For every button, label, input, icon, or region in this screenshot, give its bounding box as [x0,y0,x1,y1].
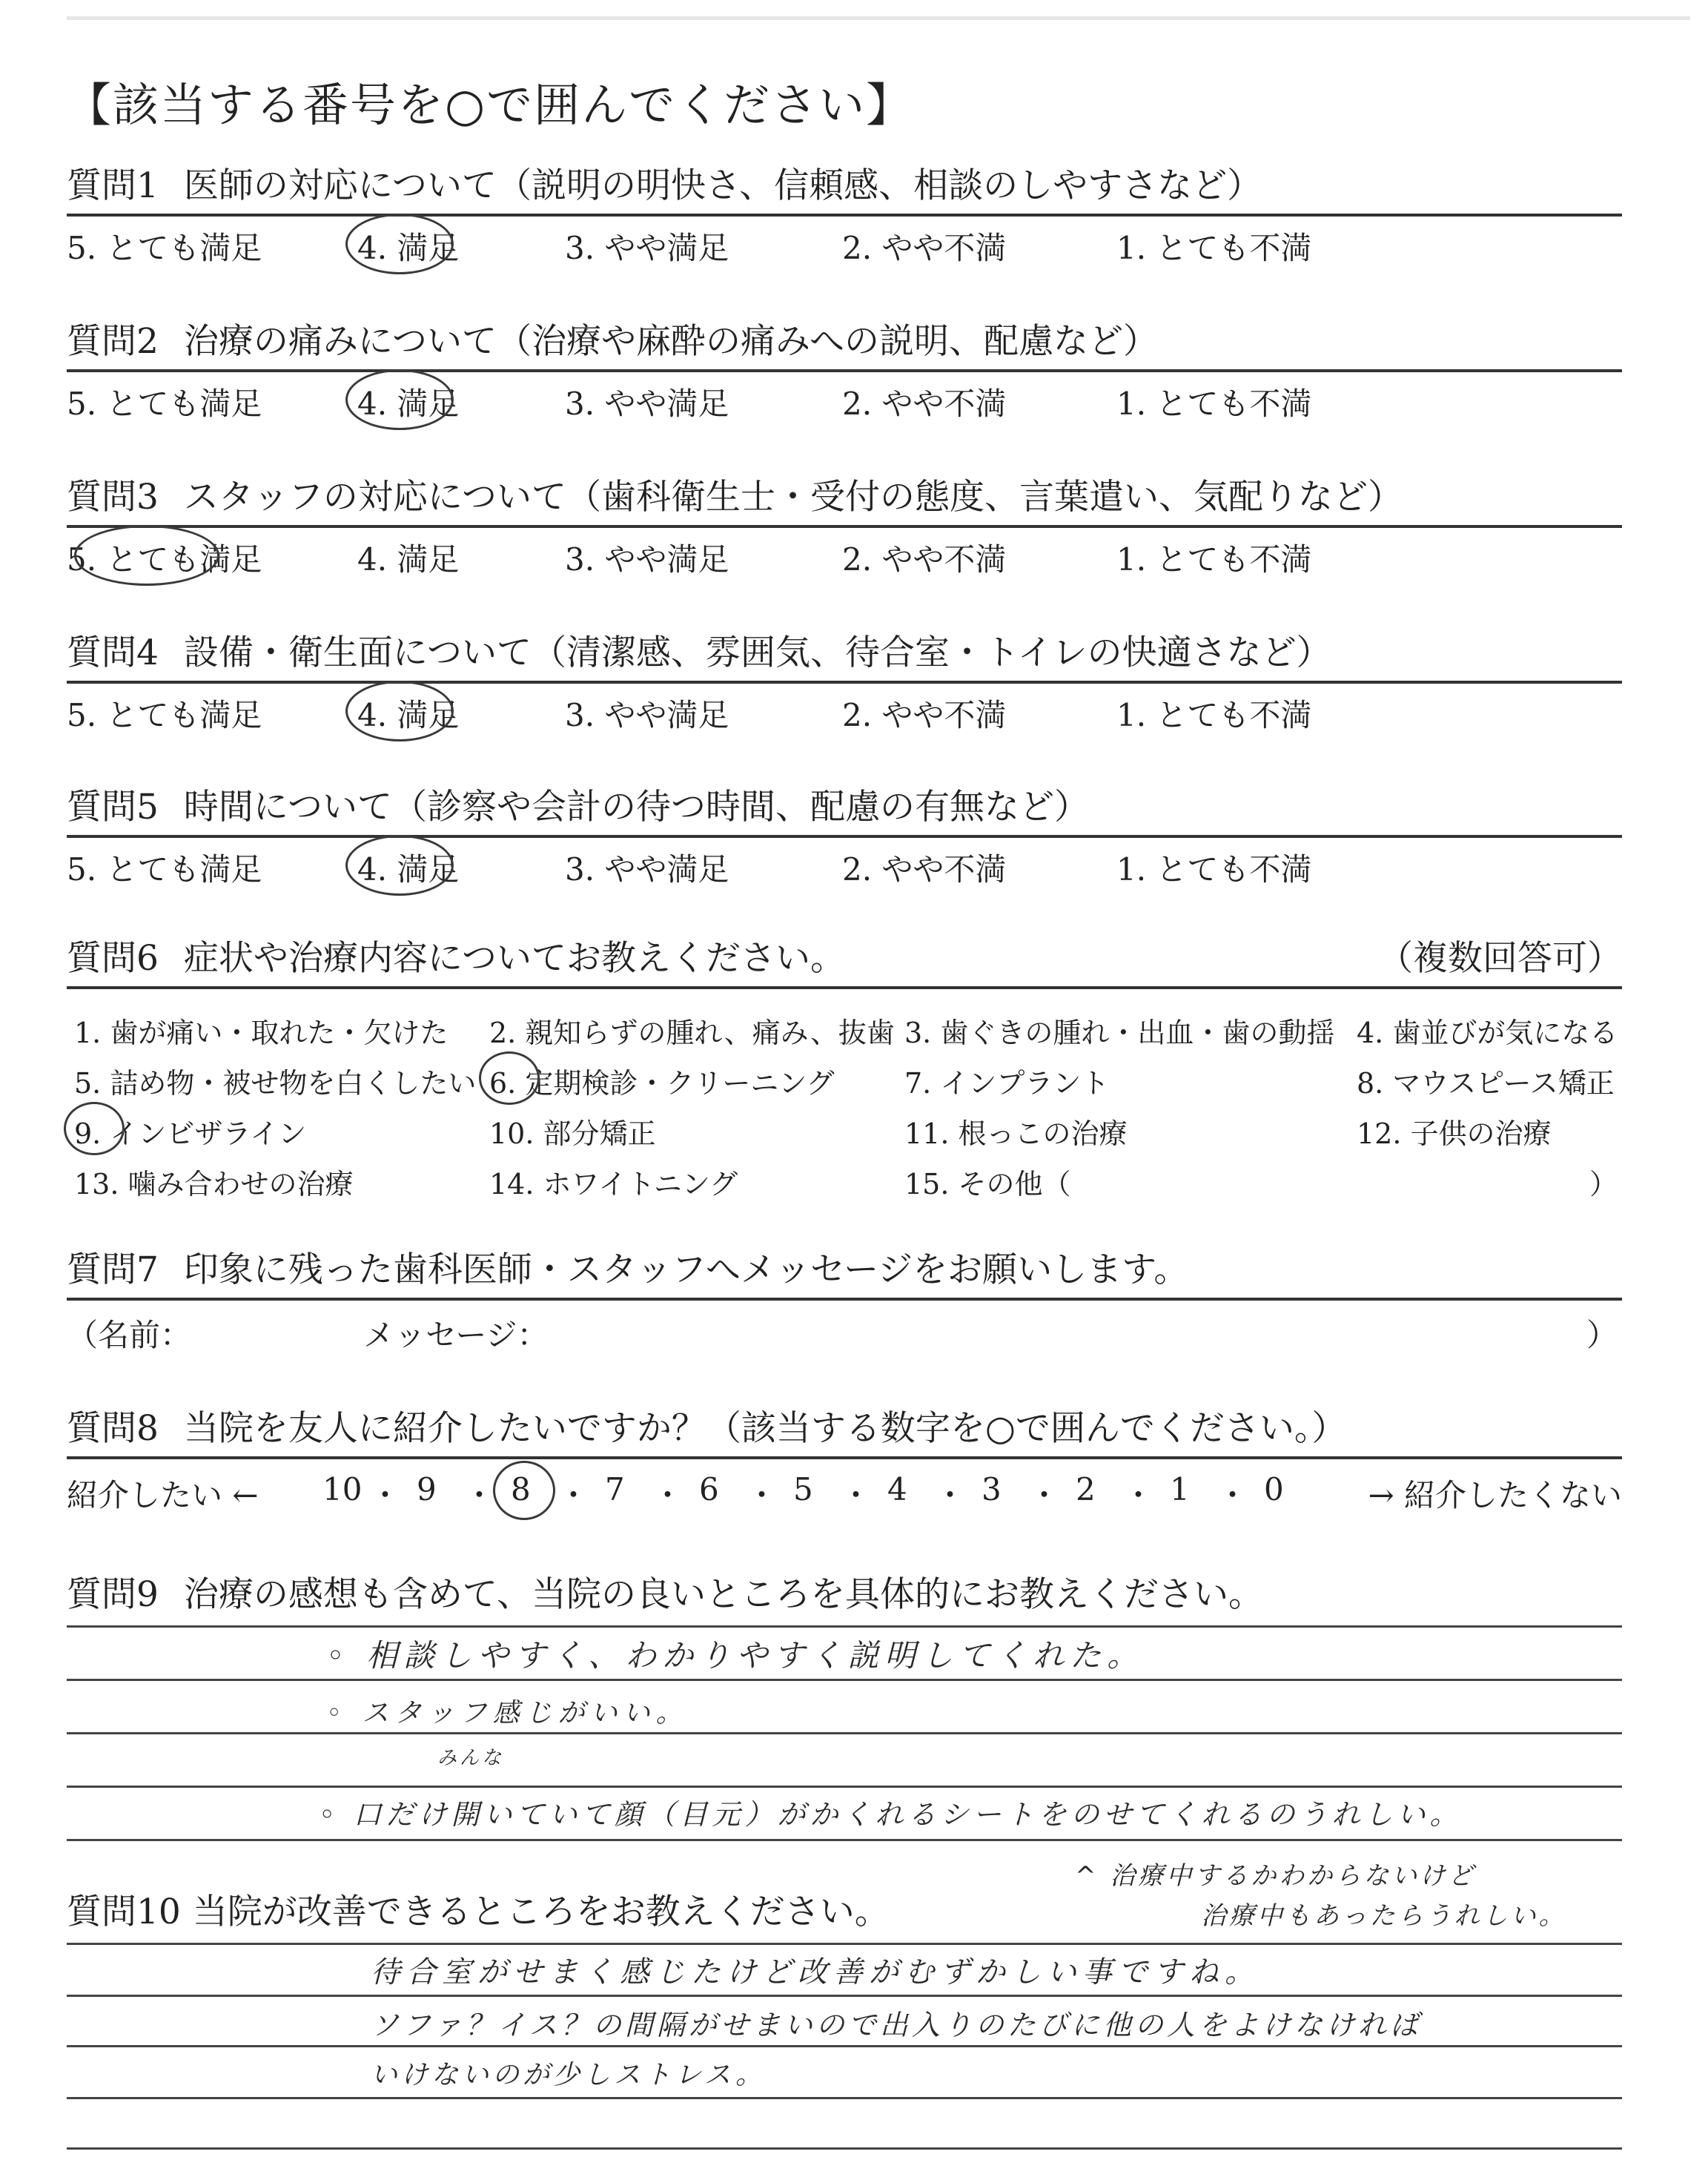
selection-circle [345,681,454,742]
question-text: 症状や治療内容についてお教えください。 [183,938,845,979]
treatment-option[interactable]: 2. 親知らずの腫れ、痛み、抜歯 [489,1017,895,1049]
selection-circle [64,1102,125,1155]
rating-option[interactable]: 4. 満足 [357,541,460,578]
question-title [67,473,1622,522]
selection-circle [345,835,454,896]
treatment-option[interactable]: 5. 詰め物・被せ物を白くしたい [74,1067,477,1100]
handwritten-side-note: 治療中もあったらうれしい。 [1201,1901,1567,1931]
question-number: 質問9 [67,1574,159,1615]
scale-separator: ・ [369,1477,401,1513]
treatment-option[interactable]: 10. 部分矯正 [489,1117,656,1150]
question-6 [67,934,1622,1212]
scale-value[interactable]: 1 [1170,1471,1190,1507]
treatment-option[interactable]: 6. 定期検診・クリーニング [489,1067,835,1100]
question-5 [67,783,1622,888]
scale-value[interactable]: 9 [417,1471,437,1507]
question-text: 医師の対応について（説明の明快さ、信頼感、相談のしやすさなど） [183,165,1262,206]
question-8 [67,1404,1622,1519]
rating-option[interactable]: 4. 満足 [357,386,460,422]
rating-options [67,372,1622,422]
scale-left-label: 紹介したい ← [67,1477,259,1513]
rating-option[interactable]: 4. 満足 [357,851,460,888]
treatment-option[interactable]: 1. 歯が痛い・取れた・欠けた [74,1017,448,1049]
scale-value[interactable]: 3 [982,1471,1002,1507]
rating-option[interactable]: 1. とても不満 [1116,386,1312,422]
question-2 [67,317,1622,422]
question-number: 質問8 [67,1408,159,1449]
rating-options [67,217,1622,266]
question-title [67,934,1622,983]
rating-options [67,838,1622,888]
scale-value[interactable]: 10 [322,1471,363,1507]
question-text: スタッフの対応について（歯科衛生士・受付の態度、言葉遣い、気配りなど） [183,477,1403,518]
answer-line [67,1839,1622,1841]
rating-option[interactable]: 2. やや不満 [842,386,1007,422]
scale-value[interactable]: 5 [793,1471,813,1507]
top-edge-line [67,16,1690,20]
question-3 [67,473,1622,578]
other-closing-paren: ） [1589,1168,1618,1200]
question-1 [67,162,1622,266]
question-number: 質問4 [67,633,159,673]
rating-option[interactable]: 5. とても満足 [67,386,262,422]
rating-option[interactable]: 5. とても満足 [67,230,262,266]
scale-right-label: → 紹介したくない [1368,1477,1622,1513]
scale-separator: ・ [840,1477,872,1513]
treatment-option[interactable]: 12. 子供の治療 [1357,1117,1552,1150]
rating-option[interactable]: 3. やや満足 [565,386,729,422]
question-number: 質問7 [67,1249,159,1290]
question-text: 印象に残った歯科医師・スタッフへメッセージをお願いします。 [183,1249,1189,1290]
scale-separator: ・ [557,1477,589,1513]
handwritten-answer: ◦ 相談しやすく、わかりやすく説明してくれた。 [326,1637,1145,1674]
question-title [67,1246,1622,1295]
scale-value[interactable]: 2 [1076,1471,1096,1507]
handwritten-answer: ◦ 口だけ開いていて顔（目元）がかくれるシートをのせてくれるのうれしい。 [319,1798,1463,1831]
handwritten-side-note: ^ 治療中するかわからないけど [1075,1861,1477,1891]
treatment-option[interactable]: 7. インプラント [904,1067,1110,1100]
rating-option[interactable]: 3. やや満足 [565,541,729,578]
scale-value[interactable]: 4 [887,1471,907,1507]
handwritten-answer: いけないのが少しストレス。 [371,2060,767,2090]
rating-option[interactable]: 5. とても満足 [67,851,262,888]
question-text: 当院が改善できるところをお教えください。 [192,1892,890,1932]
scale-value[interactable]: 0 [1264,1471,1284,1507]
rating-option[interactable]: 1. とても不満 [1116,697,1312,733]
rating-option[interactable]: 2. やや不満 [842,541,1007,578]
treatment-option[interactable]: 14. ホワイトニング [489,1168,738,1200]
treatment-option[interactable]: 8. マウスピース矯正 [1357,1067,1615,1100]
treatment-options [67,989,1622,1212]
rating-option[interactable]: 1. とても不満 [1116,541,1312,578]
question-4 [67,629,1622,733]
question-title [67,1571,1622,1619]
answer-line [67,2147,1622,2150]
rating-option[interactable]: 1. とても不満 [1116,230,1312,266]
closing-paren: ） [1586,1317,1618,1353]
question-number: 質問6 [67,938,159,979]
question-number: 質問2 [67,321,159,362]
rating-option[interactable]: 3. やや満足 [565,230,729,266]
selection-circle [345,214,454,274]
scale-separator: ・ [1217,1477,1248,1513]
treatment-option[interactable]: 4. 歯並びが気になる [1357,1017,1618,1049]
scale-separator: ・ [652,1477,683,1513]
rating-options [67,684,1622,733]
scale-value[interactable]: 7 [605,1471,625,1507]
question-text: 当院を友人に紹介したいですか？（該当する数字を○で囲んでください。） [183,1408,1347,1449]
message-label: メッセージ： [363,1317,549,1353]
selection-circle [479,1051,540,1105]
rating-option[interactable]: 4. 満足 [357,697,460,733]
scale-value[interactable]: 6 [699,1471,719,1507]
treatment-option[interactable]: 9. インビザライン [74,1117,307,1150]
form-header: 【該当する番号を○で囲んでください】 [65,78,914,132]
handwritten-answer: ◦ スタッフ感じがいい。 [326,1698,689,1728]
question-7 [67,1246,1622,1353]
selection-circle [493,1461,555,1520]
rating-option[interactable]: 3. やや満足 [565,697,729,733]
scale-value[interactable]: 8 [511,1471,531,1507]
scale-separator: ・ [1028,1477,1060,1513]
scale-separator: ・ [1122,1477,1154,1513]
rating-option[interactable]: 5. とても満足 [67,541,262,578]
question-text: 治療の感想も含めて、当院の良いところを具体的にお教えください。 [183,1574,1263,1615]
scale-separator: ・ [934,1477,966,1513]
question-text: 時間について（診察や会計の待つ時間、配慮の有無など） [183,787,1089,828]
handwritten-answer: 待合室がせまく感じたけど改善がむずかしい事ですね。 [371,1955,1260,1989]
name-label: （名前： [67,1317,192,1353]
question-title [67,162,1622,211]
referral-scale [67,1459,1622,1519]
rating-option[interactable]: 2. やや不満 [842,697,1007,733]
handwritten-insertion: みんな [437,1747,505,1769]
question-title [67,1404,1622,1453]
multiple-answers-note: （複数回答可） [1378,938,1622,979]
question-number: 質問5 [67,787,159,828]
answer-line [67,2045,1622,2047]
treatment-option[interactable]: 3. 歯ぐきの腫れ・出血・歯の動揺 [904,1017,1335,1049]
rating-option[interactable]: 1. とても不満 [1116,851,1312,888]
rating-option[interactable]: 2. やや不満 [842,851,1007,888]
selection-circle [345,369,454,430]
answer-line [67,1943,1622,1945]
treatment-option[interactable]: 13. 噛み合わせの治療 [74,1168,354,1200]
handwritten-answer: ソファ？イス？の間隔がせまいので出入りのたびに他の人をよけなければ [371,2009,1422,2041]
rating-option[interactable]: 5. とても満足 [67,697,262,733]
answer-line [67,1995,1622,1997]
question-title [67,783,1622,832]
treatment-option[interactable]: 11. 根っこの治療 [904,1117,1128,1150]
selection-circle [74,525,219,586]
question-number: 質問10 [67,1892,181,1932]
question-text: 設備・衛生面について（清潔感、雰囲気、待合室・トイレの快適さなど） [183,633,1331,673]
answer-line [67,1786,1622,1788]
question-title [67,629,1622,678]
answer-line [67,1732,1622,1734]
answer-line [67,1679,1622,1681]
question-title [67,317,1622,366]
rating-option[interactable]: 2. やや不満 [842,230,1007,266]
question-number: 質問1 [67,165,159,206]
question-text: 治療の痛みについて（治療や麻酔の痛みへの説明、配慮など） [183,321,1159,362]
answer-line [67,1625,1622,1628]
rating-option[interactable]: 4. 満足 [357,230,460,266]
question-number: 質問3 [67,477,159,518]
scale-separator: ・ [463,1477,495,1513]
question-9 [67,1571,1622,1619]
rating-option[interactable]: 3. やや満足 [565,851,729,888]
scale-separator: ・ [746,1477,778,1513]
answer-line [67,2097,1622,2099]
rating-options [67,528,1622,578]
treatment-option[interactable]: 15. その他（ [904,1168,1071,1200]
